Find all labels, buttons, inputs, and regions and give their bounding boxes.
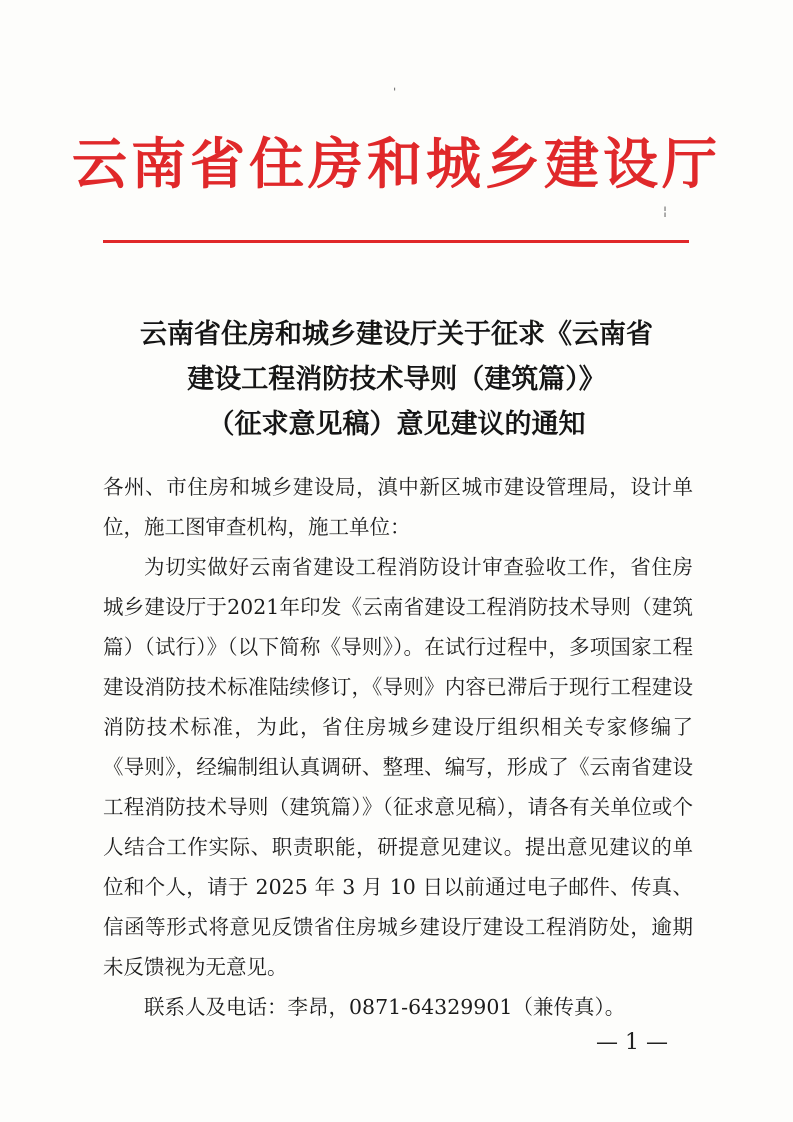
- title-line-2: 建设工程消防技术导则（建筑篇）》: [187, 364, 606, 395]
- agency-masthead: 云南省住房和城乡建设厅: [71, 131, 721, 196]
- red-header-rule: [103, 240, 689, 243]
- scan-speck: ¦: [663, 204, 668, 218]
- body-paragraph: 为切实做好云南省建设工程消防设计审查验收工作，省住房城乡建设厅于2021年印发《云南省建设工程消防技术导则（建筑篇）（试行）》（以下简称《导则》）。在试行过程中，多项国家工程建设消防技术标准陆续修订，《导则》内容已滞后于现行工程建设消防技术标准，为此，省住房城乡建设厅组织相关专家修编了《导则》，经编制组认真调研、整理、编写，形成了《云南省建设工程消防技术导则（建筑篇）》（征求意见稿），请各有关单位或个人结合工作实际、职责职能，研提意见建议。提出意见建议的单位和个人，请于 2025 年 3 月 10 日以前通过电子邮件、传真、信函等形式将意见反馈省住房城乡建设厅建设工程消防处，逾期未反馈视为无意见。: [103, 555, 693, 979]
- contact-line: 联系人及电话：李昂，0871-64329901（兼传真）。: [144, 995, 626, 1019]
- title-line-3: （征求意见稿）意见建议的通知: [207, 409, 586, 440]
- page-number: — 1 —: [596, 1030, 668, 1055]
- addressee-line: 各州、市住房和城乡建设局，滇中新区城市建设管理局，设计单位，施工图审查机构，施工单位：: [103, 475, 693, 539]
- document-body: [103, 467, 693, 1027]
- title-line-1: 云南省住房和城乡建设厅关于征求《云南省: [140, 319, 653, 350]
- document-title: [90, 312, 703, 447]
- scan-speck: ˈ: [393, 86, 397, 100]
